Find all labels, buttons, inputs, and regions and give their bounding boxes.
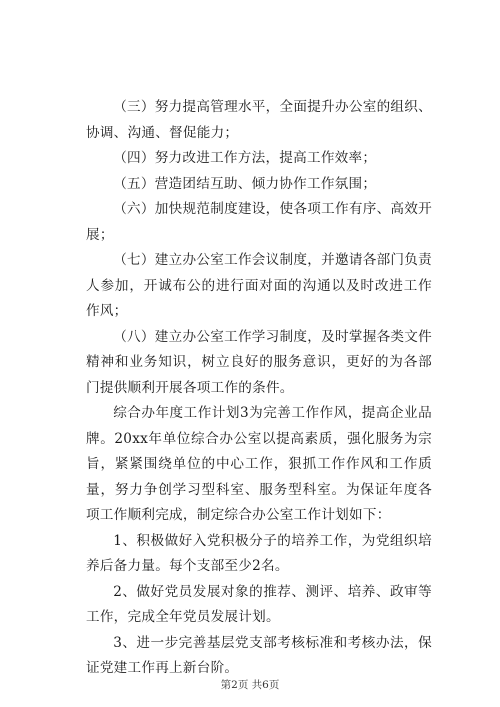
page-footer xyxy=(0,677,500,692)
paragraph-goal-8: （八）建立办公室工作学习制度，及时掌握各类文件精神和业务知识，树立良好的服务意识，更好的为各部门提供顺利开展各项工作的条件。 xyxy=(86,328,432,396)
paragraph-goal-6: （六）加快规范制度建设，使各项工作有序、高效开展； xyxy=(86,201,432,243)
paragraph-goal-4: （四）努力改进工作方法，提高工作效率； xyxy=(113,150,377,166)
paragraph-item-2: 2、做好党员发展对象的推荐、测评、培养、政审等工作，完成全年党员发展计划。 xyxy=(86,583,432,625)
document-body xyxy=(86,95,432,682)
paragraph-item-3: 3、进一步完善基层党支部考核标准和考核办法，保证党建工作再上新台阶。 xyxy=(86,634,432,676)
paragraph-item-1: 1、积极做好入党积极分子的培养工作，为党组织培养后备力量。每个支部至少2名。 xyxy=(86,532,432,574)
paragraph-plan-intro: 综合办年度工作计划3为完善工作作风，提高企业品牌。20xx年单位综合办公室以提高素质，强化服务为宗旨，紧紧围绕单位的中心工作，狠抓工作作风和工作质量，努力争创学习型科室、服务型科室。为保证年度各项工作顺利完成，制定综合办公室工作计划如下： xyxy=(86,405,432,523)
paragraph-goal-5: （五）营造团结互助、倾力协作工作氛围； xyxy=(113,175,377,192)
paragraph-goal-7: （七）建立办公室工作会议制度，并邀请各部门负责人参加，开诚布公的进行面对面的沟通以及时改进工作作风； xyxy=(86,252,432,319)
paragraph-goal-3: （三）努力提高管理水平，全面提升办公室的组织、协调、沟通、督促能力； xyxy=(86,99,432,141)
page-number-indicator: 第2页 共6页 xyxy=(220,679,280,691)
